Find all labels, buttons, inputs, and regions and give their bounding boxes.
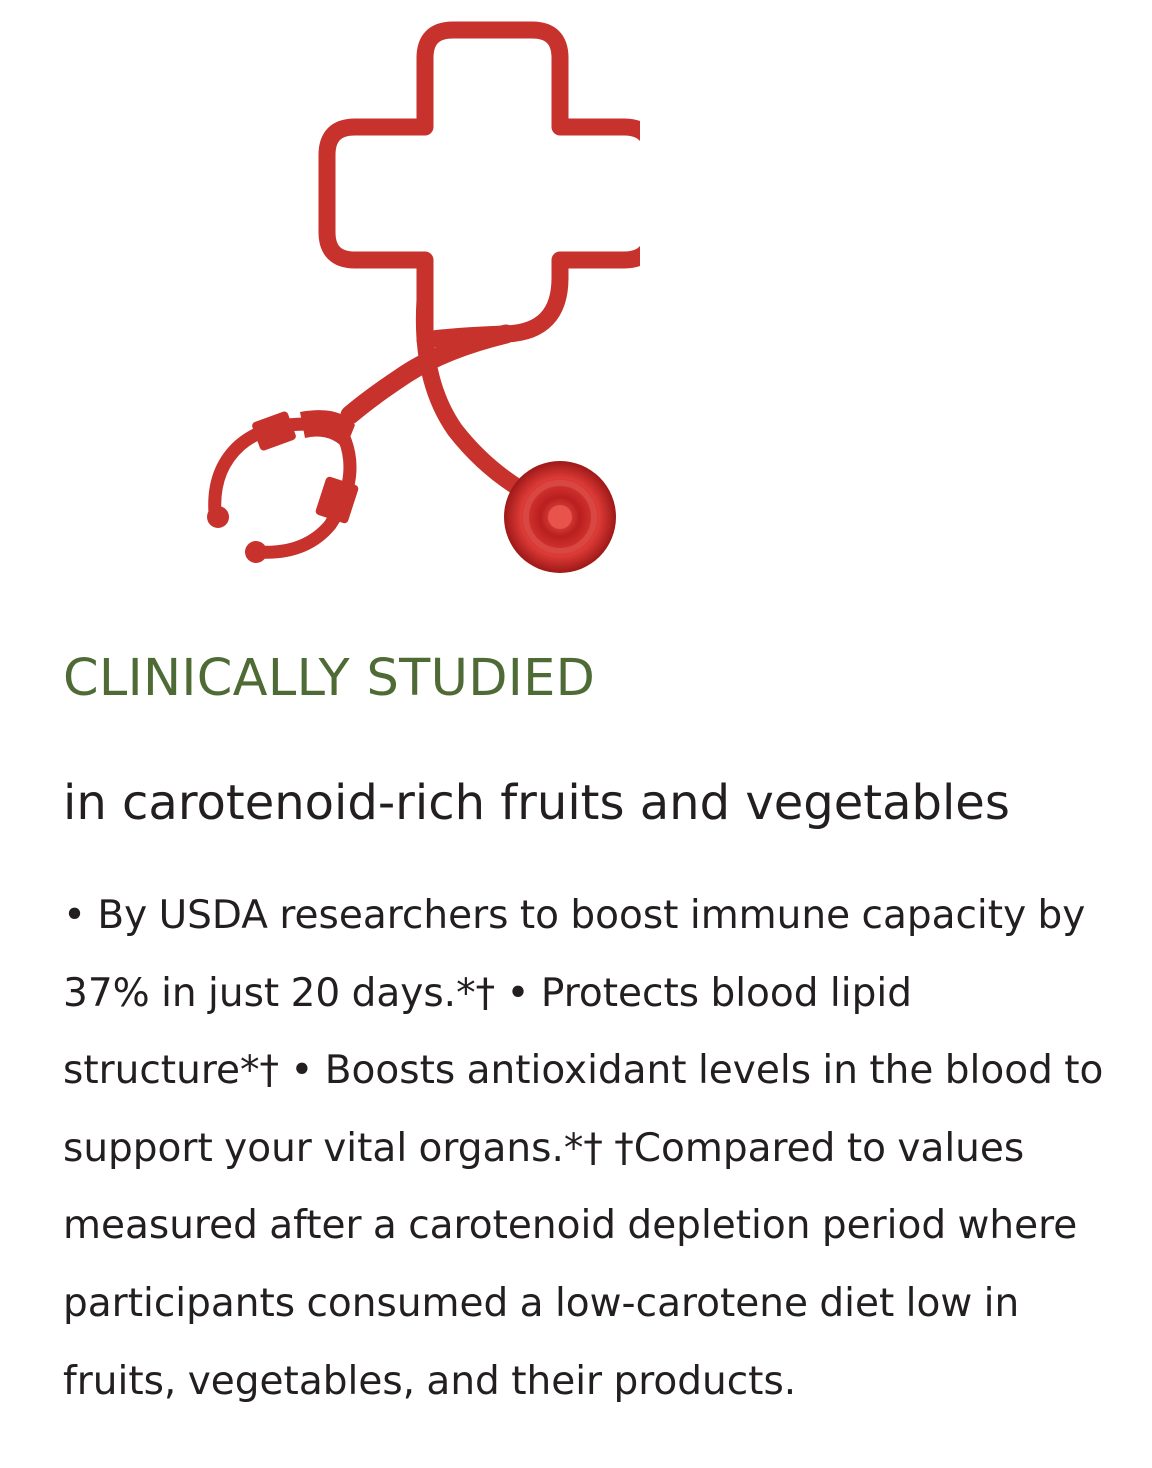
subheading: in carotenoid-rich fruits and vegetables — [63, 775, 1010, 831]
stethoscope-cross-icon — [190, 14, 640, 574]
benefits-text: • By USDA researchers to boost immune capacity by 37% in just 20 days.*† • Protects blood lipid structure*† • Boosts antioxidant levels in the blood to support your vital organs.*† †Compared to values measured after a carotenoid depletion period where participants consumed a low-carotene diet low in fruits, vegetables, and their products. — [63, 893, 1104, 1404]
heading-clinically-studied: CLINICALLY STUDIED — [63, 649, 596, 708]
cross-outline — [327, 30, 640, 340]
